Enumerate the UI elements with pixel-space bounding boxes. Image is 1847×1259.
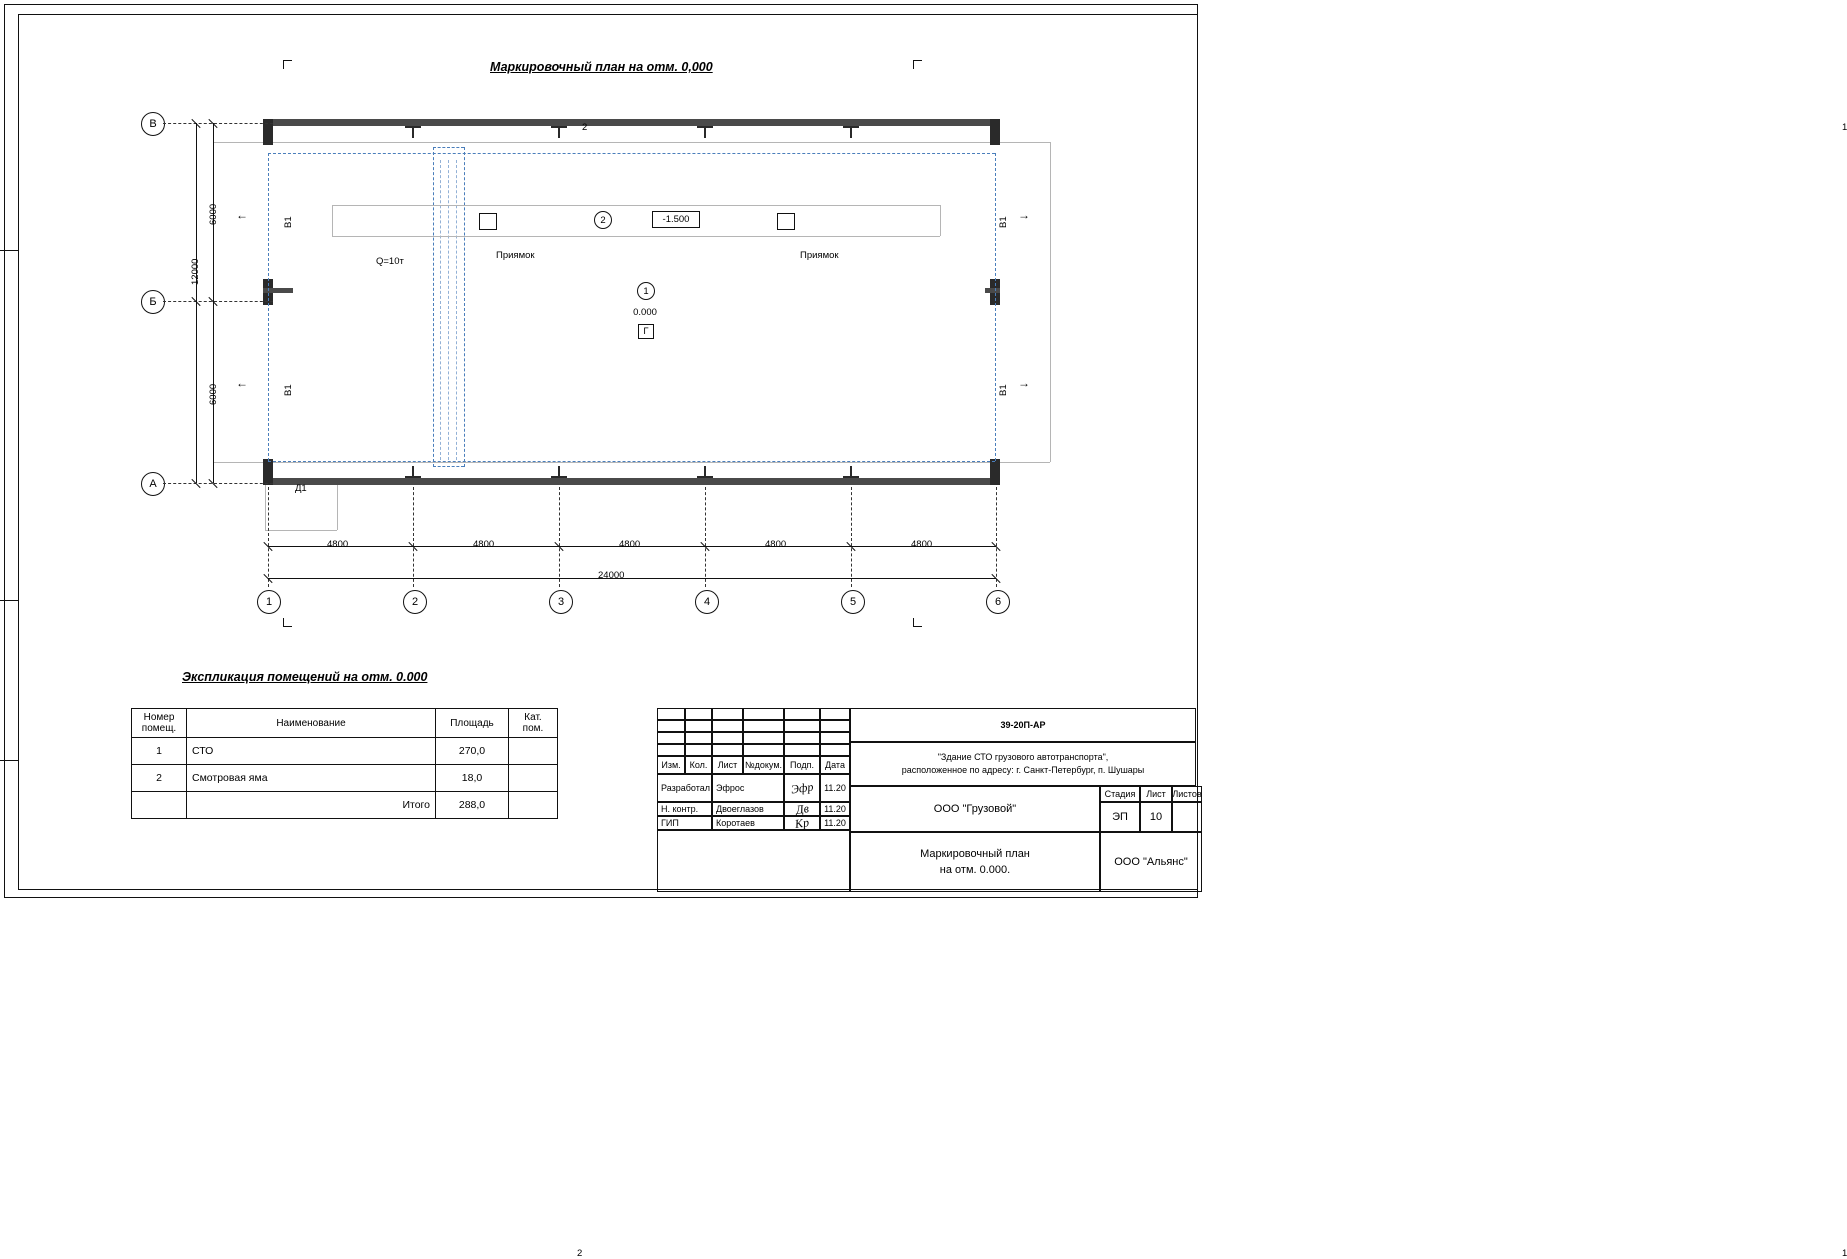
axis-line-1	[268, 487, 269, 587]
stamp-date-normcontrol: 11.20	[820, 802, 850, 816]
stamp-grid	[820, 744, 850, 756]
stamp-grid	[784, 744, 820, 756]
stamp-col-header-ndok: №докум.	[743, 756, 784, 774]
axis-circle-1: 1	[257, 590, 281, 614]
window-mark-b1-lower-right: В1	[998, 384, 1009, 396]
column-c6	[990, 459, 1000, 485]
plan-outline-top	[213, 142, 1050, 143]
col-header-area: Площадь	[436, 709, 509, 738]
window-mark-b1-lower-left: В1	[283, 384, 294, 396]
arrow-right-lower: →	[1018, 376, 1030, 390]
col-header-number: Номер помещ.	[132, 709, 187, 738]
inner-contour-top	[268, 153, 995, 154]
object-line-1: "Здание СТО грузового автотранспорта",	[937, 751, 1109, 762]
column-cap-4-bottom	[697, 476, 713, 478]
column-cap-4-top	[697, 126, 713, 128]
signature-glyph: Эфр	[789, 779, 814, 796]
stamp-header-stage: Стадия	[1100, 786, 1140, 802]
stamp-grid	[820, 720, 850, 732]
wall-bottom	[263, 478, 1000, 485]
axis-circle-b: Б	[141, 290, 165, 314]
cell-number: 1	[132, 738, 187, 765]
axis-circle-6: 6	[986, 590, 1010, 614]
axis-circle-3: 3	[549, 590, 573, 614]
stamp-role-gip: ГИП	[657, 816, 712, 830]
column-cap-3-top	[551, 126, 567, 128]
stamp-col-header-podp: Подп.	[784, 756, 820, 774]
plan-outline-bottom	[213, 462, 1050, 463]
room-marker-2: 2	[594, 211, 612, 229]
axis-line-2	[413, 487, 414, 587]
sheet-name-line-2: на отм. 0.000.	[939, 864, 1011, 876]
axis-line-5	[851, 487, 852, 587]
axis-circle-5: 5	[841, 590, 865, 614]
level-mark-pit: -1.500	[652, 211, 700, 228]
arrow-left-upper: ←	[236, 208, 248, 222]
signature-glyph: Дв	[794, 800, 810, 817]
door-swing-right	[337, 485, 338, 530]
section-mark-2-top	[283, 60, 588, 133]
column-a6-top	[990, 119, 1000, 145]
stamp-blank-bottom	[657, 830, 850, 892]
stamp-value-sheet: 10	[1140, 802, 1172, 832]
stamp-col-header-data: Дата	[820, 756, 850, 774]
stamp-grid	[820, 732, 850, 744]
pit-edge-bottom	[433, 466, 464, 467]
cell-area: 270,0	[436, 738, 509, 765]
explication-title: Экспликация помещений на отм. 0.000	[182, 670, 428, 684]
axis-line-6	[996, 487, 997, 587]
stamp-grid	[685, 744, 712, 756]
plan-outline-right	[1050, 142, 1051, 462]
cell-category	[509, 765, 558, 792]
stamp-grid	[712, 732, 743, 744]
stamp-date-designer: 11.20	[820, 774, 850, 802]
column-cap-2-bottom	[405, 476, 421, 478]
stamp-grid	[685, 720, 712, 732]
stamp-grid	[712, 708, 743, 720]
col-header-category: Кат. пом.	[509, 709, 558, 738]
pit-square-left	[479, 213, 497, 230]
stamp-grid	[743, 720, 784, 732]
stamp-designer-org: ООО "Альянс"	[1100, 832, 1202, 892]
door-swing-left	[265, 485, 266, 530]
stamp-grid	[784, 708, 820, 720]
category-mark: Г	[638, 324, 654, 339]
axis-circle-v: В	[141, 112, 165, 136]
axis-line-4	[705, 487, 706, 587]
column-c1	[263, 459, 273, 485]
axis-circle-a: А	[141, 472, 165, 496]
section-label-1-bottom: 1	[1842, 1248, 1847, 1259]
level-mark-floor: 0.000	[624, 305, 666, 319]
explication-table	[131, 708, 558, 819]
dim-label-bay-2: 4800	[473, 539, 495, 550]
stamp-grid	[685, 732, 712, 744]
axis-line-b	[163, 301, 273, 302]
stamp-sheet-name	[850, 832, 1100, 892]
stamp-col-header-list: Лист	[712, 756, 743, 774]
dim-label-bay-1: 4800	[327, 539, 349, 550]
cell-number: 2	[132, 765, 187, 792]
pit-label-right: Приямок	[800, 250, 839, 261]
stamp-grid	[743, 744, 784, 756]
plan-title: Маркировочный план на отм. 0,000	[490, 60, 713, 74]
stamp-name-gip: Коротаев	[712, 816, 784, 830]
stamp-col-header-kol: Кол.	[685, 756, 712, 774]
axis-circle-2: 2	[403, 590, 427, 614]
table-header-row	[132, 709, 558, 738]
sheet-name-line-1: Маркировочный план	[920, 847, 1030, 860]
table-row	[132, 738, 558, 765]
stamp-grid	[657, 720, 685, 732]
stamp-grid	[743, 708, 784, 720]
crane-beam-bottom	[332, 236, 940, 237]
crane-beam-right	[940, 205, 941, 236]
room-marker-1: 1	[637, 282, 655, 300]
inner-contour-right	[995, 153, 996, 461]
axis-line-3	[559, 487, 560, 587]
stamp-date-gip: 11.20	[820, 816, 850, 830]
section-mark-1-top	[913, 60, 1847, 133]
stamp-signature-designer	[784, 774, 820, 802]
dim-label-bay-4: 4800	[765, 539, 787, 550]
stamp-value-stage: ЭП	[1100, 802, 1140, 832]
stamp-customer: ООО "Грузовой"	[850, 786, 1100, 832]
col-header-name: Наименование	[187, 709, 436, 738]
stamp-grid	[657, 732, 685, 744]
pit-label-left: Приямок	[496, 250, 535, 261]
stamp-role-normcontrol: Н. контр.	[657, 802, 712, 816]
arrow-left-lower: ←	[236, 376, 248, 390]
stamp-col-header-izm: Изм.	[657, 756, 685, 774]
dim-label-bay-3: 4800	[619, 539, 641, 550]
column-cap-5-bottom	[843, 476, 859, 478]
stamp-grid	[712, 720, 743, 732]
title-block	[657, 708, 1202, 892]
window-mark-b1-upper-left: В1	[283, 216, 294, 228]
crane-beam-top	[332, 205, 940, 206]
dim-label-total: 24000	[598, 570, 625, 581]
cell-total-area: 288,0	[436, 792, 509, 819]
cell-empty	[132, 792, 187, 819]
stamp-grid	[820, 708, 850, 720]
stamp-name-designer: Эфрос	[712, 774, 784, 802]
door-swing-bottom	[265, 530, 337, 531]
stamp-header-sheets: Листов	[1172, 786, 1202, 802]
object-line-2: расположенное по адресу: г. Санкт-Петербург, п. Шушары	[901, 765, 1145, 775]
crane-beam-left	[332, 205, 333, 236]
stamp-grid	[657, 708, 685, 720]
crane-capacity-label: Q=10т	[376, 256, 404, 267]
stamp-signature-gip	[784, 816, 820, 830]
section-label-2-top: 2	[582, 122, 588, 133]
wall-stub-right	[985, 288, 1000, 293]
dim-chain-total	[268, 578, 996, 579]
signature-glyph: Кр	[794, 814, 810, 831]
arrow-right-upper: →	[1018, 208, 1030, 222]
stamp-grid	[657, 744, 685, 756]
pit-edge-right	[464, 147, 465, 467]
stamp-header-sheet: Лист	[1140, 786, 1172, 802]
cell-name: СТО	[187, 738, 436, 765]
column-cap-5-top	[843, 126, 859, 128]
stamp-signature-normcontrol	[784, 802, 820, 816]
table-row	[132, 765, 558, 792]
cell-category	[509, 738, 558, 765]
cell-area: 18,0	[436, 765, 509, 792]
dim-label-bay-5: 4800	[911, 539, 933, 550]
wall-top	[263, 119, 1000, 126]
stamp-grid	[784, 720, 820, 732]
stamp-object-description	[850, 742, 1196, 786]
cell-empty	[509, 792, 558, 819]
axis-circle-4: 4	[695, 590, 719, 614]
dim-label-6000-upper: 6000	[208, 203, 219, 225]
pit-square-right	[777, 213, 795, 230]
pit-edge-left	[433, 147, 434, 467]
pit-edge-top	[433, 147, 464, 148]
inner-contour-bottom	[268, 461, 995, 462]
column-cap-2-top	[405, 126, 421, 128]
stamp-grid	[784, 732, 820, 744]
section-label-1-top: 1	[1842, 122, 1847, 133]
window-mark-b1-upper-right: В1	[998, 216, 1009, 228]
stamp-grid	[685, 708, 712, 720]
table-total-row	[132, 792, 558, 819]
dim-label-6000-lower: 6000	[208, 383, 219, 405]
stamp-grid	[743, 732, 784, 744]
dim-label-12000: 12000	[190, 258, 201, 285]
column-cap-3-bottom	[551, 476, 567, 478]
stamp-name-normcontrol: Двоеглазов	[712, 802, 784, 816]
axis-line-a	[163, 483, 273, 484]
stamp-role-designer: Разработал	[657, 774, 712, 802]
axis-line-v	[163, 123, 273, 124]
stamp-grid	[712, 744, 743, 756]
cell-total-label: Итого	[187, 792, 436, 819]
inner-contour-left	[268, 153, 269, 461]
stamp-project-code: 39-20П-АР	[850, 708, 1196, 742]
door-mark-d1: Д1	[295, 483, 307, 494]
stamp-value-sheets	[1172, 802, 1202, 832]
cell-name: Смотровая яма	[187, 765, 436, 792]
section-label-2-bottom: 2	[577, 1248, 583, 1259]
